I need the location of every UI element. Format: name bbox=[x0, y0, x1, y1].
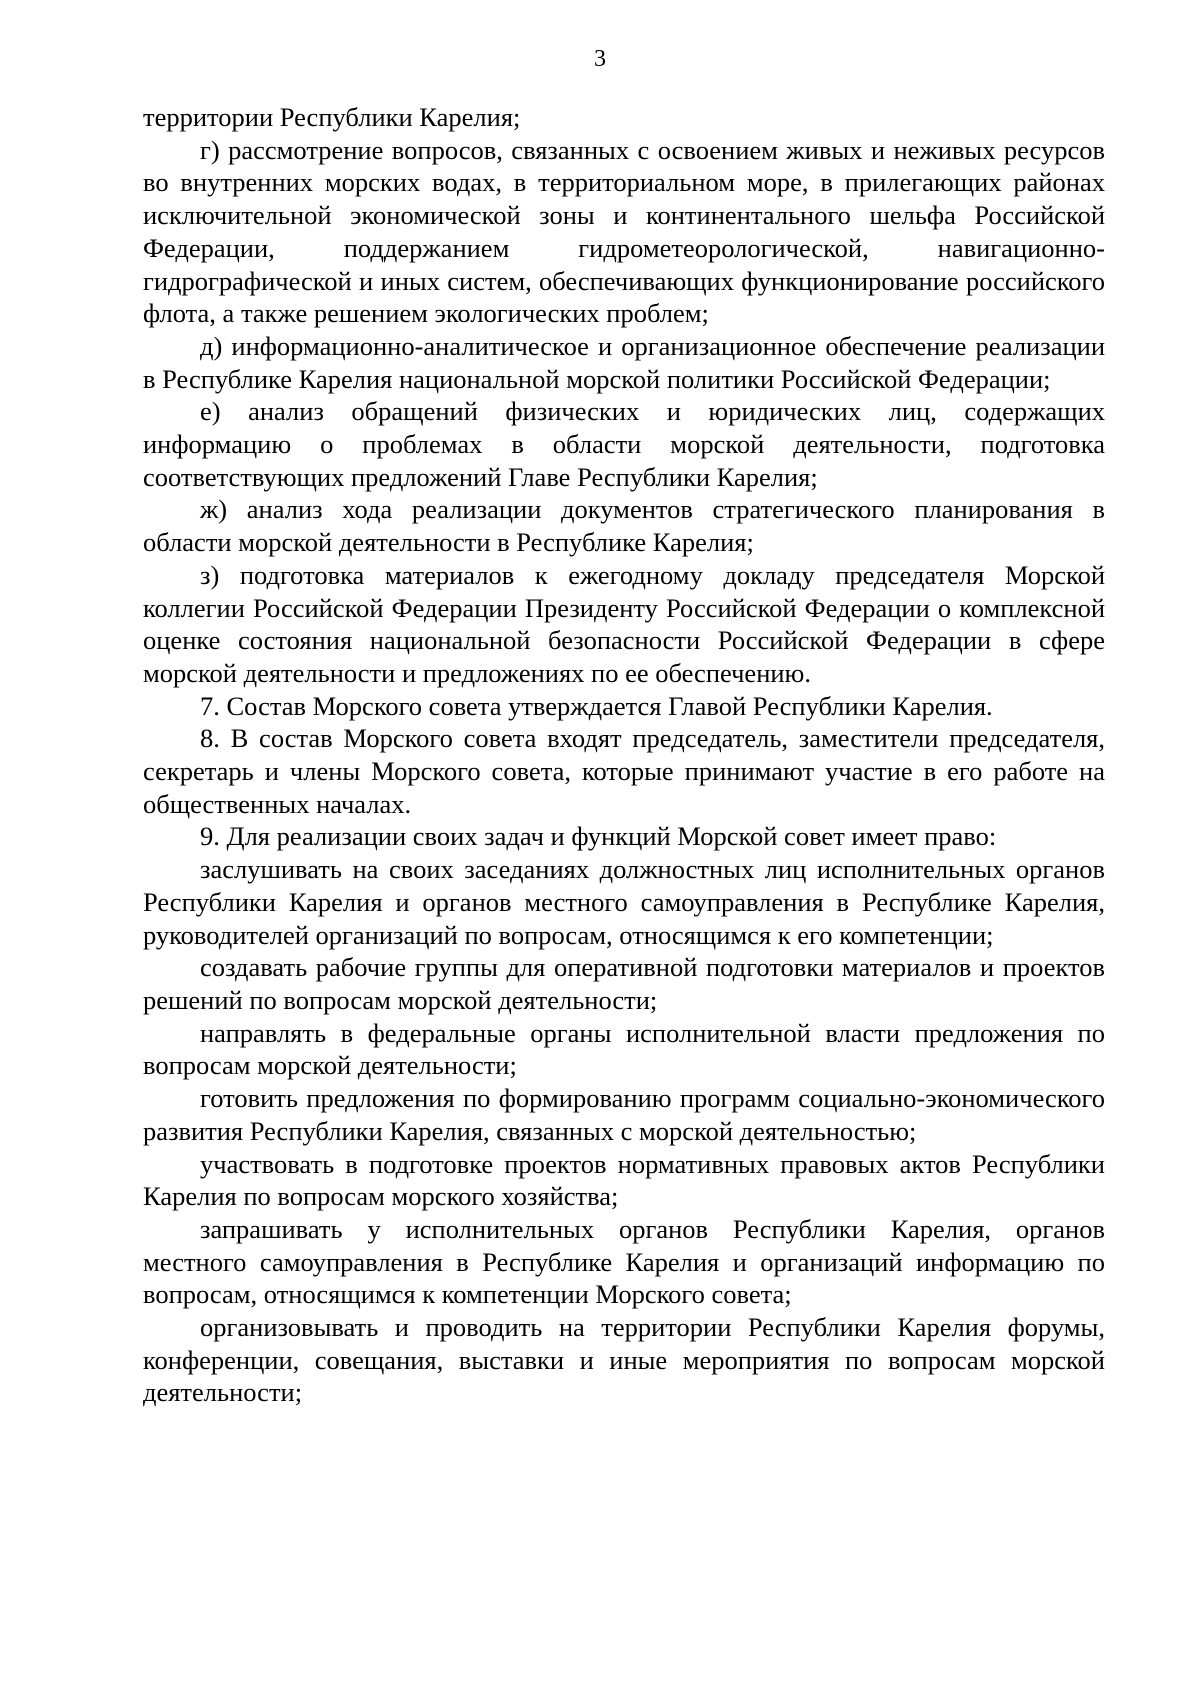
paragraph-clause-8: 8. В состав Морского совета входят председатель, заместители председателя, секретарь и члены Морского совета, которые принимают участие в его работе на общественных началах. bbox=[143, 723, 1105, 819]
paragraph-right-organize-events: организовывать и проводить на территории Республики Карелия форумы, конференции, совещания, выставки и иные мероприятия по вопросам морской деятельности; bbox=[143, 1312, 1105, 1408]
paragraph-item-zh: ж) анализ хода реализации документов стратегического планирования в области морской деятельности в Республике Карелия; bbox=[143, 494, 1105, 558]
page-number: 3 bbox=[594, 46, 606, 72]
paragraph-continuation: территории Республики Карелия; bbox=[143, 102, 521, 132]
paragraph-right-participate: участвовать в подготовке проектов нормативных правовых актов Республики Карелия по вопросам морского хозяйства; bbox=[143, 1148, 1105, 1212]
paragraph-right-working-groups: создавать рабочие группы для оперативной подготовки материалов и проектов решений по вопросам морской деятельности; bbox=[143, 952, 1105, 1015]
paragraph-item-e: е) анализ обращений физических и юридических лиц, содержащих информацию о проблемах в области морской деятельности, подготовка соответствующих предложений Главе Республики Карелия; bbox=[143, 396, 1105, 492]
paragraph-item-d: д) информационно-аналитическое и организационное обеспечение реализации в Республике Карелия национальной морской политики Российской Федерации; bbox=[143, 330, 1105, 394]
paragraph-right-prepare-proposals: готовить предложения по формированию программ социально-экономического развития Республики Карелия, связанных с морской деятельностью; bbox=[143, 1083, 1105, 1146]
paragraph-item-g: г) рассмотрение вопросов, связанных с освоением живых и неживых ресурсов во внутренних морских водах, в территориальном море, в прилегающих районах исключительной экономической зоны и континентального шельфа Российской Федерации, поддержанием гидрометеорологической, навигационно-гидрографической и иных систем, обеспечивающих функционирование российского флота, а также решением экологических проблем; bbox=[143, 134, 1105, 329]
paragraph-right-send-proposals: направлять в федеральные органы исполнительной власти предложения по вопросам морской деятельности; bbox=[143, 1017, 1105, 1081]
paragraph-clause-9: 9. Для реализации своих задач и функций Морской совет имеет право: bbox=[200, 821, 997, 852]
paragraph-clause-7: 7. Состав Морского совета утверждается Главой Республики Карелия. bbox=[200, 690, 993, 721]
paragraph-item-z: з) подготовка материалов к ежегодному докладу председателя Морской коллегии Российской Федерации Президенту Российской Федерации о комплексной оценке состояния национальной безопасности Российской Федерации в сфере морской деятельности и предложениях по ее обеспечению. bbox=[143, 559, 1105, 688]
paragraph-right-hear: заслушивать на своих заседаниях должностных лиц исполнительных органов Республики Карелия и органов местного самоуправления в Республике Карелия, руководителей организаций по вопросам, относящимся к его компетенции; bbox=[143, 854, 1105, 950]
paragraph-right-request-info: запрашивать у исполнительных органов Республики Карелия, органов местного самоуправления в Республике Карелия и организаций информацию по вопросам, относящимся к компетенции Морского совета; bbox=[143, 1213, 1105, 1310]
document-body bbox=[143, 101, 1105, 1409]
